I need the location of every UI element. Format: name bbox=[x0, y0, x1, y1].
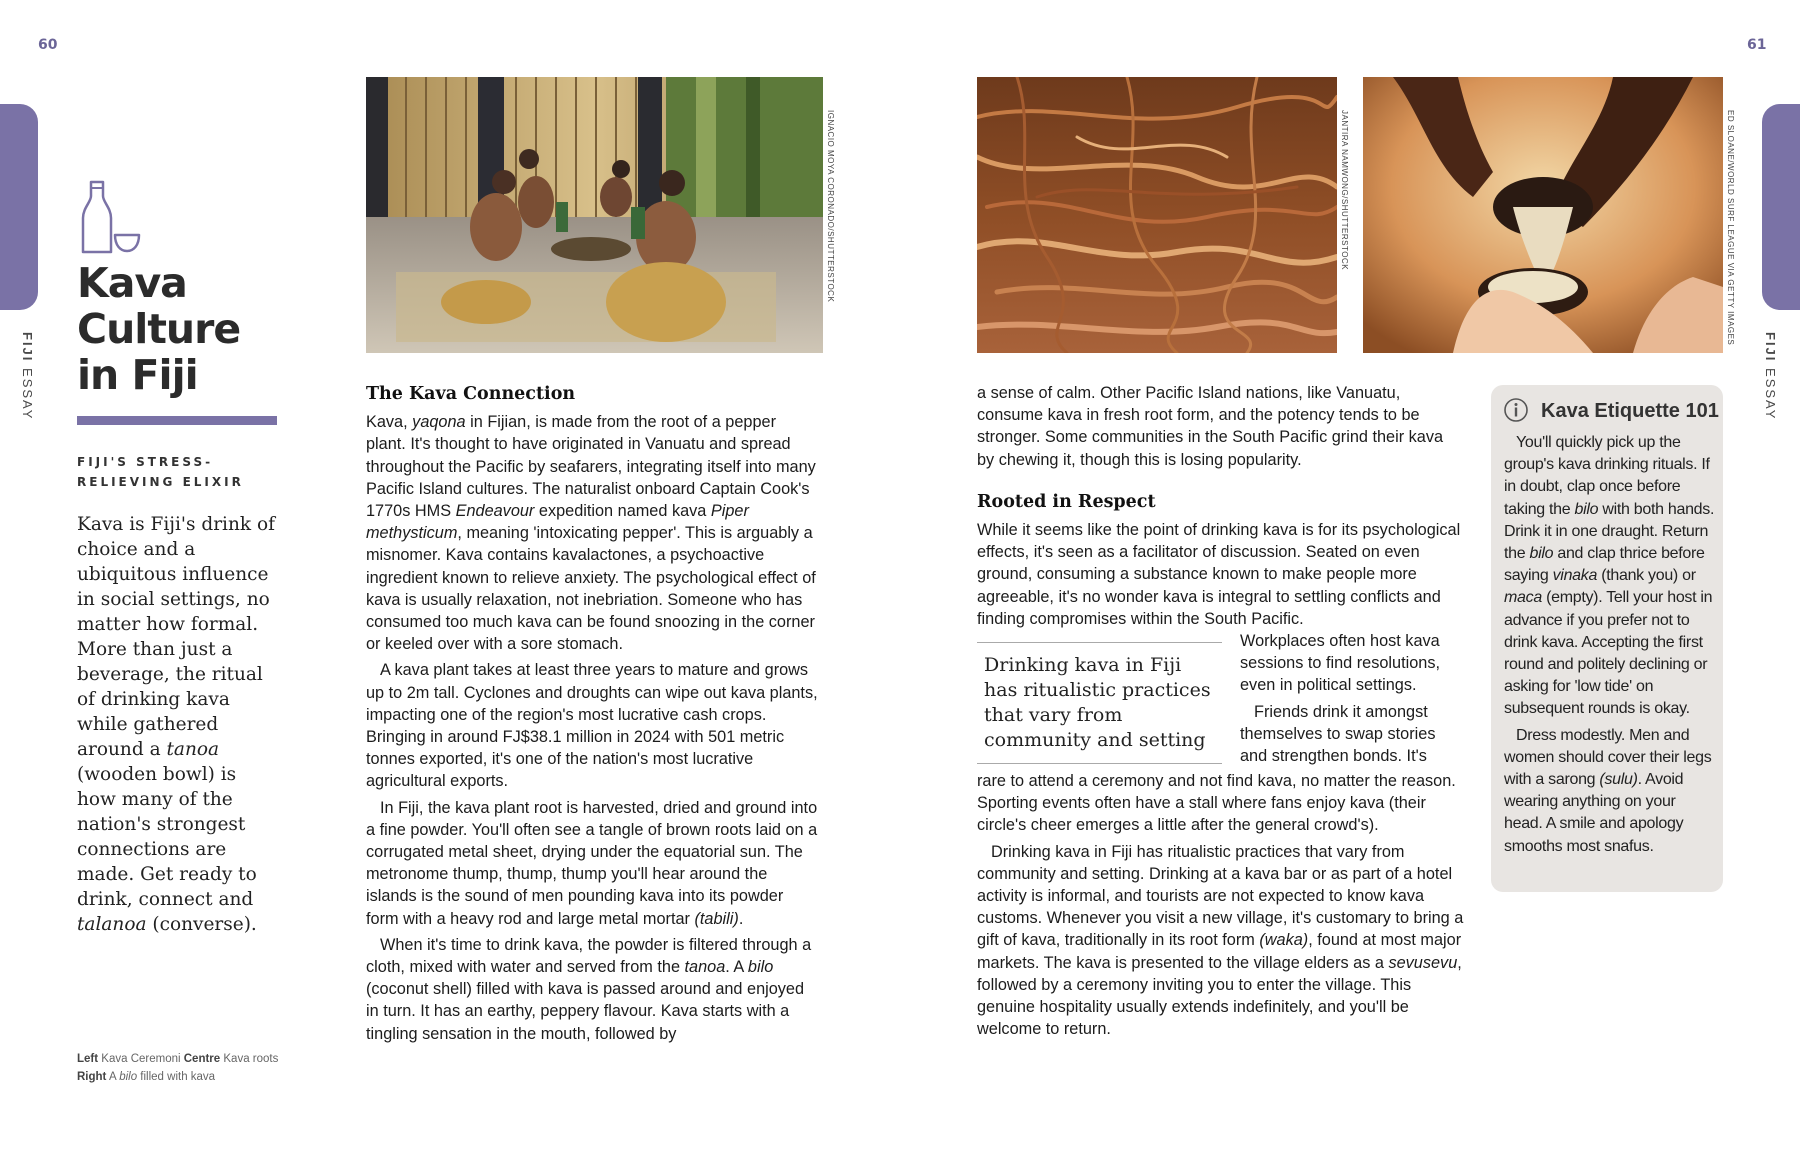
info-icon bbox=[1503, 397, 1529, 423]
sidebar-title: Kava Etiquette 101 bbox=[1541, 400, 1719, 422]
intro-paragraph: Kava is Fiji's drink of choice and a ubiquitous influence in social settings, no matter how formal. More than just a beverage, the ritual of drinking kava while gathered around a tanoa (wooden bowl) is how many of the nation's strongest connections are made. Get ready to drink, connect and talanoa (converse). bbox=[77, 514, 275, 935]
photo-credit-centre: JANTIRA NAMWONG/SHUTTERSTOCK bbox=[1340, 110, 1349, 271]
paragraph: Friends drink it amongst themselves to swap stories and strengthen bonds. It's bbox=[1240, 702, 1436, 766]
paragraph: In Fiji, the kava plant root is harvested, dried and ground into a fine powder. You'll often see a tangle of brown roots laid on a corrugated metal sheet, drying under the equatorial sun. The metronome thump, thump, thump you'll hear around the islands is the sound of men pounding kava into its powder form with a heavy rod and large metal mortar (tabili). bbox=[366, 798, 818, 928]
page-number-left: 60 bbox=[38, 37, 58, 53]
paragraph: While it seems like the point of drinking kava is for its psychological effects, it's seen as a facilitator of discussion. Seated on even ground, consuming a substance known to make people more agreeable, it's no wonder kava is integral to settling conflicts and finding compromises within the South Pacific. bbox=[977, 521, 1461, 628]
kicker: FIJI'S STRESS- RELIEVING ELIXIR bbox=[77, 455, 244, 489]
photo-kava-roots bbox=[977, 77, 1337, 353]
section-label-right: FIJI ESSAY bbox=[1763, 332, 1778, 421]
paragraph: When it's time to drink kava, the powder is filtered through a cloth, mixed with water and served from the tanoa. A bilo (coconut shell) filled with kava is passed around and enjoyed in turn. It has an earthy, peppery flavour. Kava starts with a tingling sensation in the mouth, followed by bbox=[366, 935, 812, 1043]
article-column-2-wrap bbox=[1240, 630, 1465, 771]
article-column-1 bbox=[366, 383, 818, 1049]
paragraph: Drinking kava in Fiji has ritualistic practices that vary from community and setting. Drinking at a kava bar or as part of a hotel activity is informal, and tourists are not expected to know kava customs. Whenever you visit a new village, it's customary to bring a gift of kava, traditionally in its root form (waka), found at most major markets. The kava is presented to the village elders as a sevusevu, followed by a ceremony inviting you to enter the village. This genuine hospitality usually extends indefinitely, and you'll be welcome to return. bbox=[977, 842, 1464, 1039]
article-column-2 bbox=[977, 382, 1463, 634]
paragraph: rare to attend a ceremony and not find kava, no matter the reason. Sporting events often have a stall where fans enjoy kava (their circle's cheer emerges a little after the general crowd's). bbox=[977, 772, 1456, 835]
kava-bottle-and-cup-icon bbox=[77, 180, 143, 255]
paragraph: A kava plant takes at least three years to mature and grows up to 2m tall. Cyclones and droughts can wipe out kava plants, impacting one of the region's most lucrative cash crops. Bringing in around FJ$38.1 million in 2024 with 501 metric tonnes exported, it's one of the nation's most lucrative agricultural exports. bbox=[366, 661, 818, 791]
paragraph: a sense of calm. Other Pacific Island nations, like Vanuatu, consume kava in fresh root form, and the potency tends to be stronger. Some communities in the South Pacific grind their kava by chewing it, though this is losing popularity. bbox=[977, 384, 1444, 469]
paragraph: Kava, yaqona in Fijian, is made from the root of a pepper plant. It's thought to have originated in Vanuatu and spread throughout the Pacific by seafarers, integrating itself into many Pacific Island cultures. The naturalist onboard Captain Cook's 1770s HMS Endeavour expedition named kava Piper methysticum, meaning 'intoxicating pepper'. This is arguably a misnomer. Kava contains kavalactones, a psychoactive ingredient known to relieve anxiety. The psychological effect of kava is usually relaxation, not inebriation. Someone who has consumed too much kava can be found snoozing in the corner or keeled over with a sore stomach. bbox=[366, 413, 816, 654]
section-tab-right bbox=[1762, 104, 1800, 310]
pull-quote: Drinking kava in Fiji has ritualistic practices that vary from community and setting bbox=[977, 642, 1222, 764]
article-title: Kava Culture in Fiji bbox=[77, 259, 241, 399]
section-tab-left bbox=[0, 104, 38, 310]
paragraph: Workplaces often host kava sessions to find resolutions, even in political settings. bbox=[1240, 632, 1441, 695]
sidebar-body bbox=[1504, 432, 1716, 862]
photo-kava-ceremony bbox=[366, 77, 823, 353]
photo-caption: Left Kava Ceremoni Centre Kava roots Right A bilo filled with kava bbox=[77, 1053, 279, 1083]
section-label-left: FIJI ESSAY bbox=[20, 332, 35, 421]
article-column-2-lower bbox=[977, 770, 1467, 1044]
heading-kava-connection: The Kava Connection bbox=[366, 384, 576, 404]
heading-rooted-in-respect: Rooted in Respect bbox=[977, 491, 1156, 512]
photo-credit-right: ED SLOANE/WORLD SURF LEAGUE VIA GETTY IMAGES bbox=[1726, 110, 1735, 346]
paragraph: You'll quickly pick up the group's kava drinking rituals. If in doubt, clap once before taking the bilo with both hands. Drink it in one draught. Return the bilo and clap thrice before saying vinaka (thank you) or maca (empty). Tell your host in advance if you prefer not to drink kava. Accepting the first round and politely declining or asking for 'low tide' on subsequent rounds is okay. bbox=[1504, 434, 1715, 718]
paragraph: Dress modestly. Men and women should cover their legs with a sarong (sulu). Avoid wearing anything on your head. A smile and apology smooths most snafus. bbox=[1504, 726, 1712, 855]
title-rule bbox=[77, 416, 277, 425]
page-number-right: 61 bbox=[1747, 37, 1767, 53]
photo-bilo-kava bbox=[1363, 77, 1723, 353]
photo-credit-left: IGNACIO MOYA CORONADO/SHUTTERSTOCK bbox=[826, 110, 835, 303]
